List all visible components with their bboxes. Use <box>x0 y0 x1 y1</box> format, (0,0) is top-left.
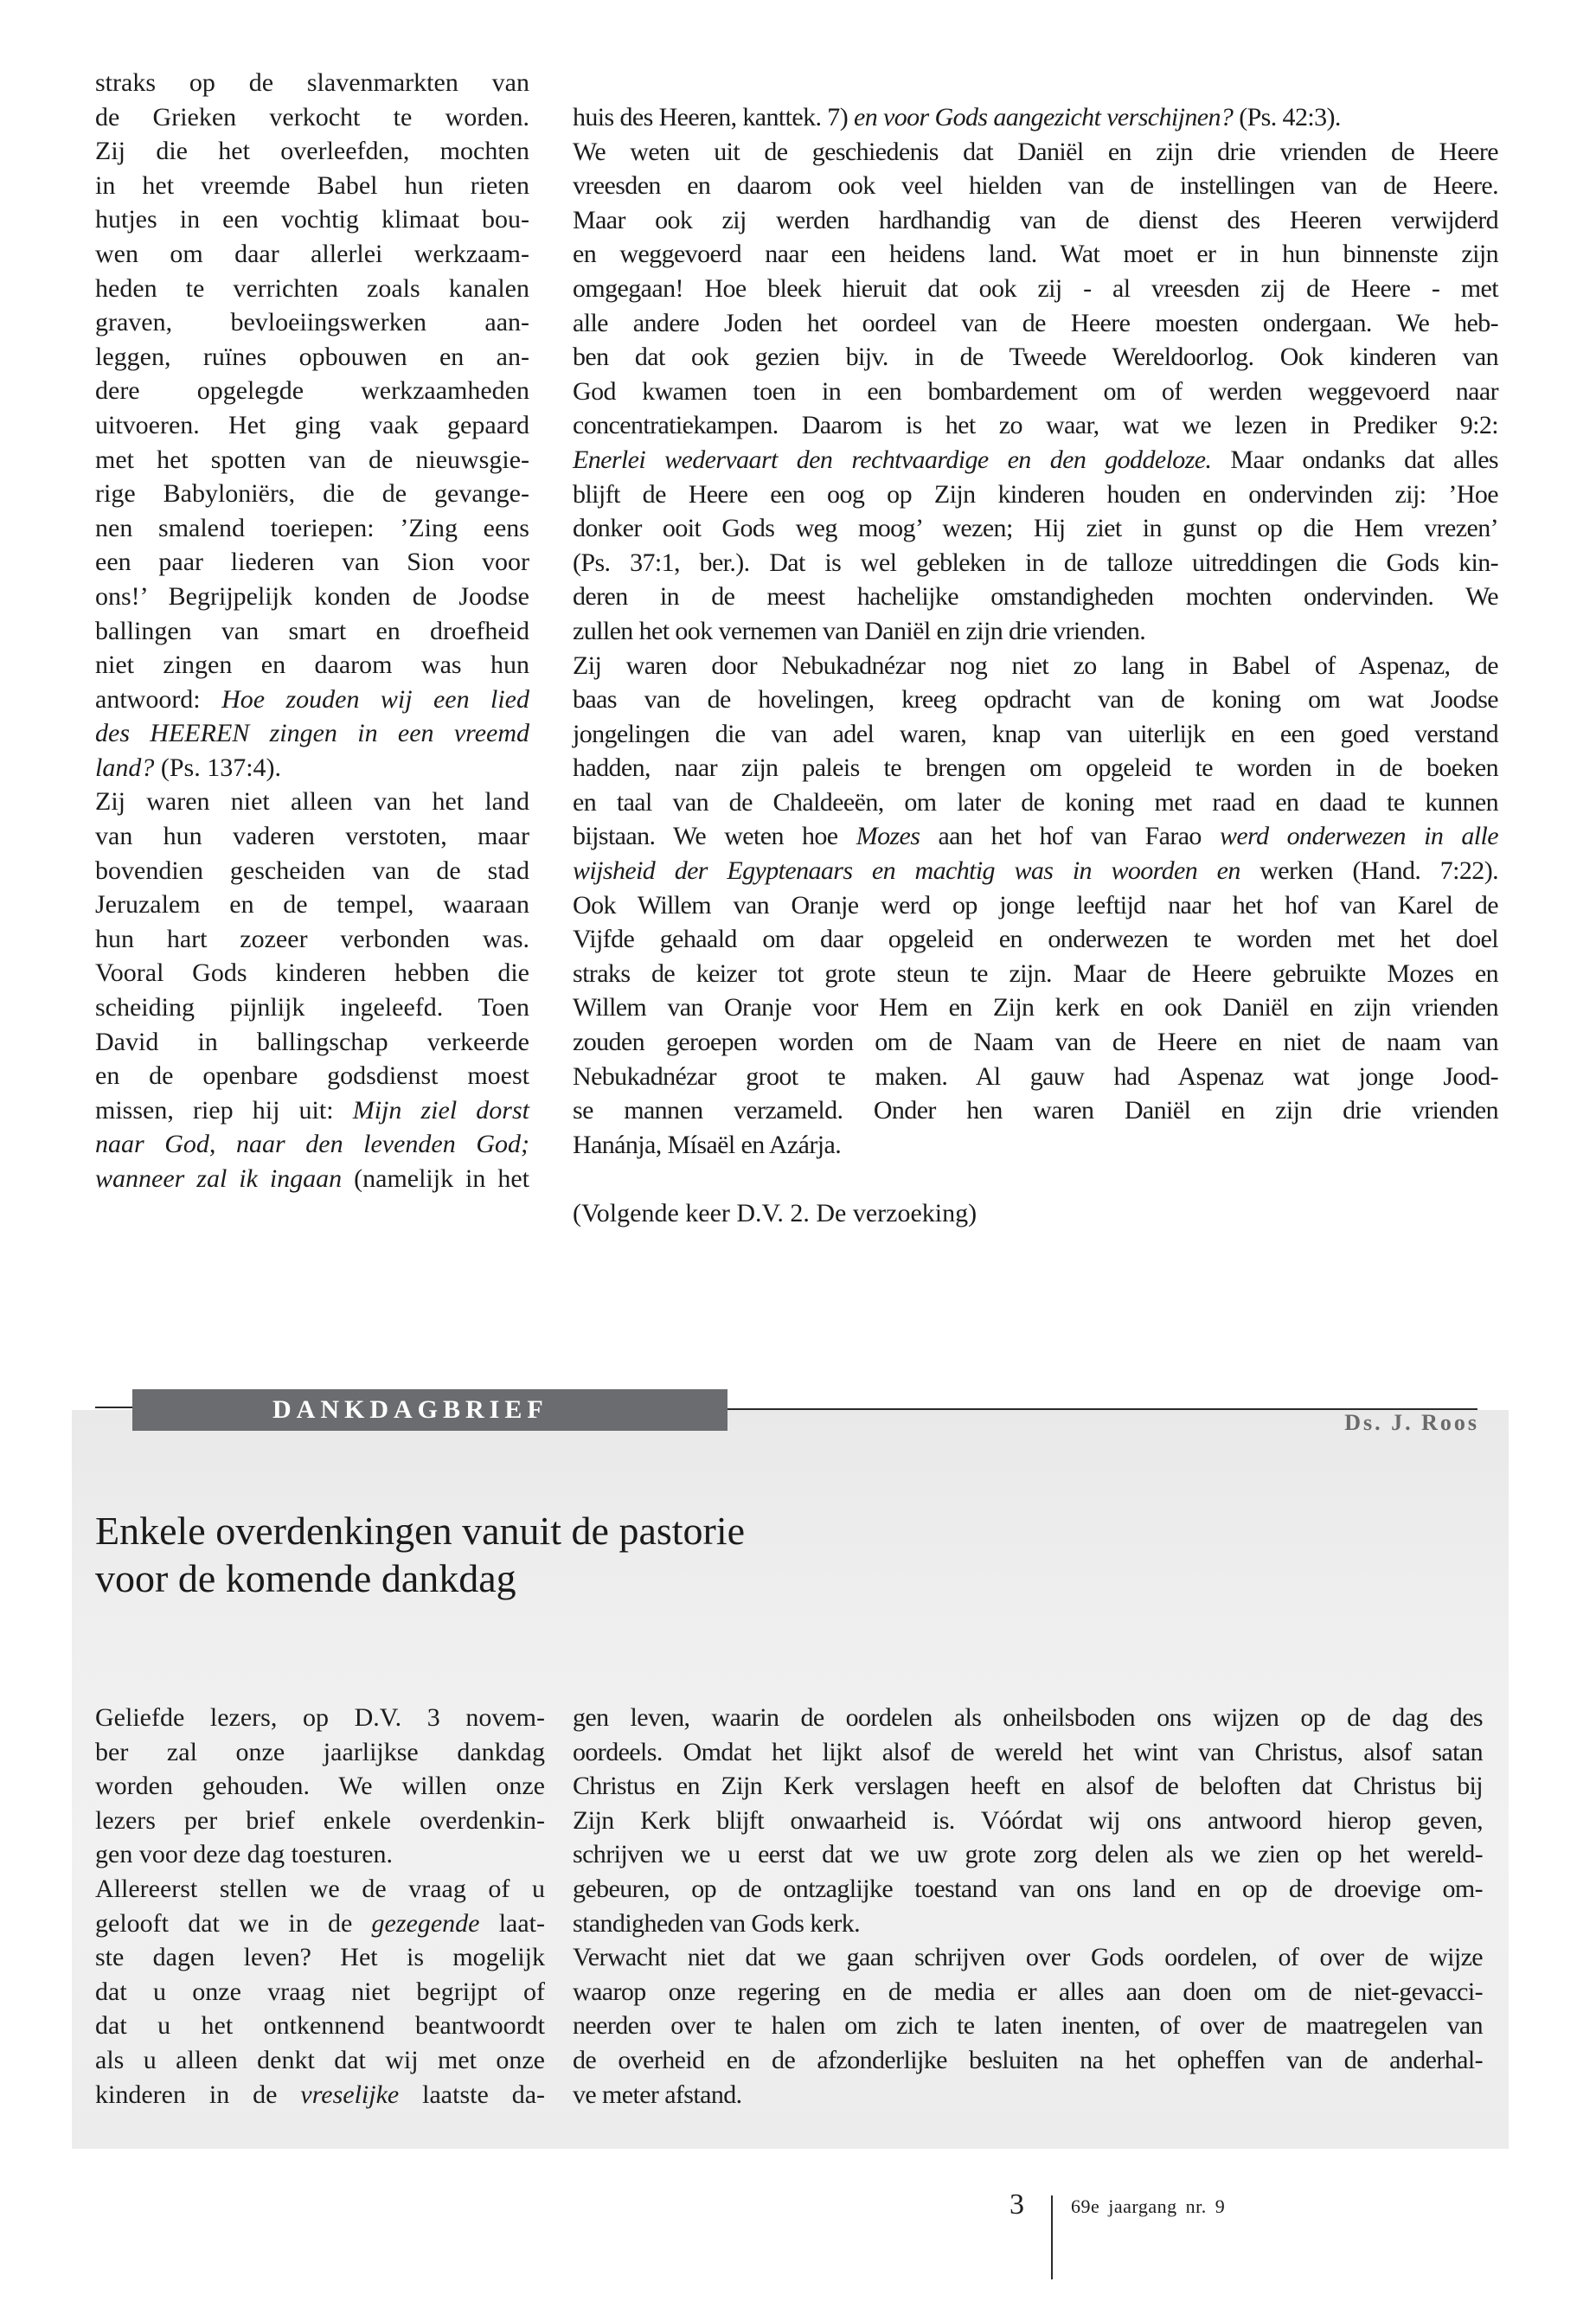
article-continuation-right-column <box>573 100 1498 1231</box>
text-line: David in ballingschap verkeerde <box>95 1027 529 1056</box>
article-author: Ds. J. Roos <box>1344 1410 1479 1435</box>
text-line: omgegaan! Hoe bleek hieruit dat ook zij - al vreesden zij de Heere - met <box>573 273 1498 303</box>
text-line: hutjes in een vochtig klimaat bou- <box>95 205 529 234</box>
text-line: heden te verrichten zoals kanalen <box>95 273 529 303</box>
page-number: 3 <box>1010 2189 1024 2221</box>
text-line: antwoord: Hoe zouden wij een lied <box>95 684 529 714</box>
article-title <box>95 1507 960 1602</box>
section-tag: DANKDAGBRIEF <box>132 1389 727 1431</box>
text-line: en weggevoerd naar een heidens land. Wat moet er in hun binnenste zijn <box>573 240 1498 269</box>
text-line: schrijven we u eerst dat we uw grote zorg delen als we zien op het wereld- <box>573 1840 1483 1869</box>
text-line: de Grieken verkocht te worden. <box>95 102 529 131</box>
text-line: Enerlei wedervaart den rechtvaardige en den goddeloze. Maar ondanks dat alles <box>573 445 1498 474</box>
text-line: wen om daar allerlei werkzaam- <box>95 239 529 268</box>
text-line: se mannen verzameld. Onder hen waren Daniël en zijn drie vrienden <box>573 1096 1498 1125</box>
text-line: ons!’ Begrijpelijk konden de Joodse <box>95 581 529 611</box>
text-line: hun hart zozeer verbonden was. <box>95 924 529 953</box>
article-title-line-2: voor de komende dankdag <box>95 1556 516 1600</box>
text-line: met het spotten van de nieuwsgie- <box>95 445 529 474</box>
text-line: Zijn Kerk blijft onwaarheid is. Vóórdat wij ons antwoord hierop geven, <box>573 1805 1483 1835</box>
text-line: kinderen in de vreselijke laatste da- <box>95 2080 546 2109</box>
text-line: bijstaan. We weten hoe Mozes aan het hof van Farao werd onderwezen in alle <box>573 822 1498 851</box>
text-line: wanneer zal ik ingaan (namelijk in het <box>95 1164 530 1193</box>
letter-right-column <box>573 1701 1483 2112</box>
text-line: donker ooit Gods weg moog’ wezen; Hij ziet in gunst op die Hem vrezen’ <box>573 514 1498 543</box>
text-line: concentratiekampen. Daarom is het zo waar, wat we lezen in Prediker 9:2: <box>573 411 1498 440</box>
text-line: Zij waren door Nebukadnézar nog niet zo lang in Babel of Aspenaz, de <box>573 651 1498 680</box>
text-line: land? (Ps. 137:4). <box>95 753 282 782</box>
article-title-line-1: Enkele overdenkingen vanuit de pastorie <box>95 1509 746 1553</box>
text-line: Hanánja, Mísaël en Azárja. <box>573 1130 842 1159</box>
text-line: en taal van de Chaldeeën, om later de koning met raad en daad te kunnen <box>573 787 1498 817</box>
issue-info: 69e jaargang nr. 9 <box>1071 2195 1226 2217</box>
text-line: ste dagen leven? Het is mogelijk <box>95 1943 545 1972</box>
text-line: Nebukadnézar groot te maken. Al gauw had Aspenaz wat jonge Jood- <box>573 1061 1498 1091</box>
text-line: graven, bevloeiingswerken aan- <box>95 308 529 337</box>
text-line: zouden geroepen worden om de Naam van de Heere en niet de naam van <box>573 1028 1498 1057</box>
next-installment-note: (Volgende keer D.V. 2. De verzoeking) <box>573 1199 977 1227</box>
text-line: Zij waren niet alleen van het land <box>95 787 529 817</box>
section-rule-left <box>95 1407 134 1408</box>
text-line: van hun vaderen verstoten, maar <box>95 822 529 851</box>
text-line: Willem van Oranje voor Hem en Zijn kerk en ook Daniël en zijn vrienden <box>573 993 1498 1022</box>
article-continuation-left-column <box>95 66 529 1196</box>
text-line: in het vreemde Babel hun rieten <box>95 170 529 200</box>
text-line: rige Babyloniërs, die de gevange- <box>95 479 529 509</box>
text-line: gen voor deze dag toesturen. <box>95 1840 394 1869</box>
text-line: deren in de meest hachelijke omstandigheden mochten ondervinden. We <box>573 582 1498 612</box>
text-line: Zij die het overleefden, mochten <box>95 137 529 166</box>
text-line: Allereerst stellen we de vraag of u <box>95 1874 545 1903</box>
text-line: nen smalend toeriepen: ’Zing eens <box>95 513 529 542</box>
text-line: gebeuren, op de ontzaglijke toestand van ons land en op de droevige om- <box>573 1874 1483 1903</box>
text-line: Vooral Gods kinderen hebben die <box>95 958 529 988</box>
text-line: Jeruzalem en de tempel, waaraan <box>95 890 529 920</box>
text-line: neerden over te halen om zich te laten inenten, of over de maatregelen van <box>573 2011 1483 2041</box>
text-line: blijft de Heere een oog op Zijn kinderen houden en ondervinden zij: ’Hoe <box>573 479 1498 509</box>
letter-left-column <box>95 1701 545 2112</box>
text-line: gen leven, waarin de oordelen als onheilsboden ons wijzen op de dag des <box>573 1703 1483 1732</box>
text-line: vreesden en daarom ook veel hielden van de instellingen van de Heere. <box>573 171 1498 201</box>
text-line: bovendien gescheiden van de stad <box>95 856 529 885</box>
text-line: standigheden van Gods kerk. <box>573 1908 861 1938</box>
text-line: ben dat ook gezien bijv. in de Tweede Wereldoorlog. Ook kinderen van <box>573 343 1498 372</box>
text-line: als u alleen denkt dat wij met onze <box>95 2045 545 2074</box>
text-line: worden gehouden. We willen onze <box>95 1772 545 1801</box>
footer-divider <box>1051 2195 1053 2279</box>
text-line: jongelingen die van adel waren, knap van uiterlijk en een goed verstand <box>573 719 1498 748</box>
text-line: en de openbare godsdienst moest <box>95 1061 529 1091</box>
text-line: des HEEREN zingen in een vreemd <box>95 719 529 748</box>
text-line: ber zal onze jaarlijkse dankdag <box>95 1737 545 1766</box>
text-line: niet zingen en daarom was hun <box>95 651 529 680</box>
text-line: baas van de hovelingen, kreeg opdracht van de koning om wat Joodse <box>573 685 1498 715</box>
text-line: Christus en Zijn Kerk verslagen heeft en alsof de beloften dat Christus bij <box>573 1772 1483 1801</box>
text-line: zullen het ook vernemen van Daniël en zijn drie vrienden. <box>573 616 1146 645</box>
text-line: huis des Heeren, kanttek. 7) en voor Gods aangezicht verschijnen? (Ps. 42:3). <box>573 103 1341 131</box>
article-continuation-right-text <box>573 100 1498 1162</box>
text-line: Verwacht niet dat we gaan schrijven over Gods oordelen, of over de wijze <box>573 1943 1483 1972</box>
text-line: dere opgelegde werkzaamheden <box>95 376 529 406</box>
text-line: Maar ook zij werden hardhandig van de dienst des Heeren verwijderd <box>573 205 1498 234</box>
text-line: oordeels. Omdat het lijkt alsof de wereld het wint van Christus, alsof satan <box>573 1737 1483 1766</box>
text-line: naar God, naar den levenden God; <box>95 1130 529 1159</box>
text-line: straks de keizer tot grote steun te zijn. Maar de Heere gebruikte Mozes en <box>573 958 1498 988</box>
text-line: ve meter afstand. <box>573 2080 742 2109</box>
text-line: God kwamen toen in een bombardement om of werden weggevoerd naar <box>573 376 1498 406</box>
text-line: hadden, naar zijn paleis te brengen om opgeleid te worden in de boeken <box>573 753 1498 783</box>
text-line: een paar liederen van Sion voor <box>95 548 529 577</box>
text-line: Ook Willem van Oranje werd op jonge leeftijd naar het hof van Karel de <box>573 890 1498 920</box>
text-line: lezers per brief enkele overdenkin- <box>95 1805 545 1835</box>
text-line: Vijfde gehaald om daar opgeleid en onderwezen te worden met het doel <box>573 925 1498 954</box>
text-line: uitvoeren. Het ging vaak gepaard <box>95 410 529 439</box>
text-line: missen, riep hij uit: Mijn ziel dorst <box>95 1095 529 1125</box>
text-line: ballingen van smart en droefheid <box>95 616 529 645</box>
text-line: leggen, ruïnes opbouwen en an- <box>95 342 529 371</box>
text-line: wijsheid der Egyptenaars en machtig was in woorden en werken (Hand. 7:22). <box>573 856 1499 886</box>
text-line: (Ps. 37:1, ber.). Dat is wel gebleken in de talloze uitreddingen die Gods kin- <box>573 548 1498 577</box>
text-line: We weten uit de geschiedenis dat Daniël en zijn drie vrienden de Heere <box>573 137 1498 166</box>
text-line: dat u het ontkennend beantwoordt <box>95 2011 545 2041</box>
text-line: waarop onze regering en de media er alles aan doen om de niet-gevacci- <box>573 1977 1483 2006</box>
text-line: straks op de slavenmarkten van <box>95 68 529 97</box>
text-line: gelooft dat we in de gezegende laat- <box>95 1908 545 1938</box>
text-line: de overheid en de afzonderlijke besluiten na het opheffen van de anderhal- <box>573 2045 1483 2074</box>
text-line: Geliefde lezers, op D.V. 3 novem- <box>95 1703 545 1732</box>
text-line: scheiding pijnlijk ingeleefd. Toen <box>95 993 529 1022</box>
text-line: alle andere Joden het oordeel van de Heere moesten ondergaan. We heb- <box>573 308 1498 337</box>
text-line: dat u onze vraag niet begrijpt of <box>95 1977 545 2006</box>
